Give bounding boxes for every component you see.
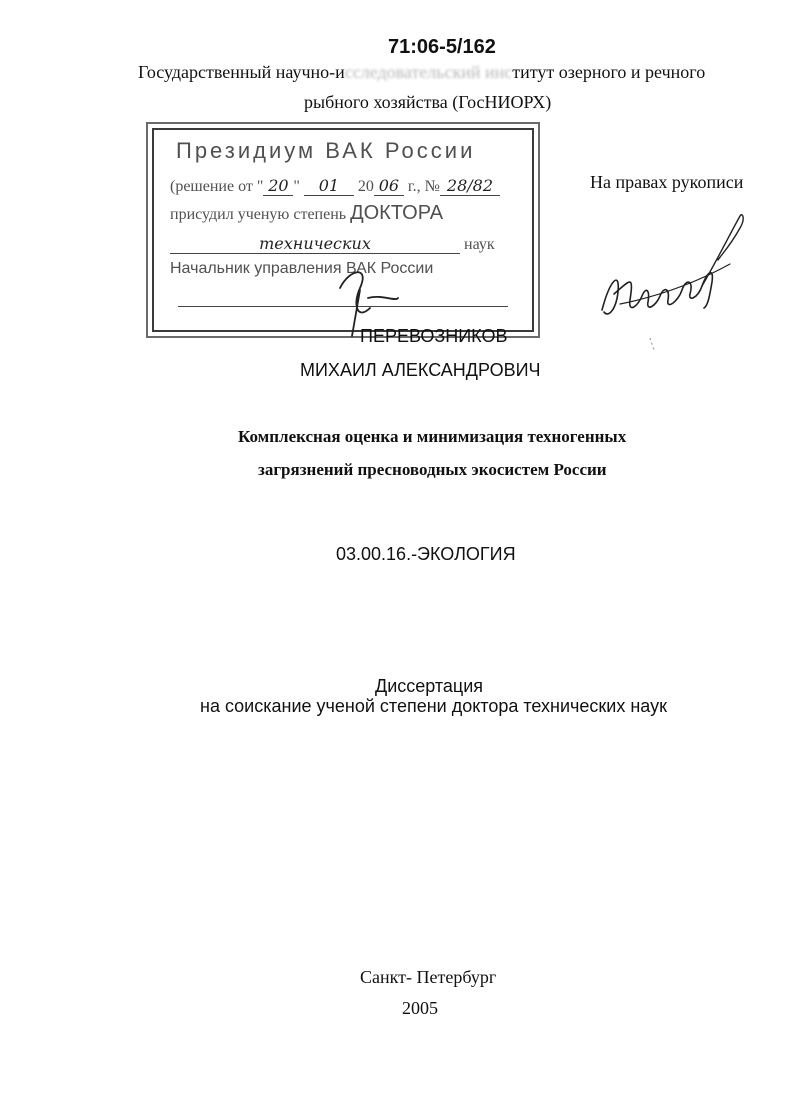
stamp-degree-prefix: присудил ученую степень bbox=[170, 206, 351, 223]
stamp-field-suffix: наук bbox=[464, 236, 495, 253]
specialty-code: 03.00.16.-ЭКОЛОГИЯ bbox=[336, 544, 516, 564]
stamp-field-line bbox=[170, 234, 520, 254]
stamp-decision-month: 01 bbox=[304, 176, 354, 196]
institute-name-end: титут озерного и речного bbox=[512, 62, 706, 82]
stamp-degree-value: ДОКТОРА bbox=[350, 202, 444, 224]
institute-name-blurred: сследовательский инс bbox=[344, 62, 513, 82]
document-type: Диссертация bbox=[375, 676, 484, 696]
year: 2005 bbox=[402, 998, 438, 1018]
stamp-decision-year: 06 bbox=[374, 176, 404, 196]
archive-code: 71:06-5/162 bbox=[388, 36, 496, 58]
stamp-decision-year-prefix: 20 bbox=[357, 178, 374, 195]
institute-name-line1 bbox=[138, 62, 705, 83]
stamp-decision-year-suffix: г., № bbox=[403, 178, 440, 195]
institute-name-line2: рыбного хозяйства (ГосНИОРХ) bbox=[304, 92, 552, 112]
author-signature bbox=[590, 210, 750, 360]
institute-name-start: Государственный научно-и bbox=[138, 62, 345, 82]
manuscript-rights-label: На правах рукописи bbox=[590, 172, 744, 192]
stamp-chief-label: Начальник управления ВАК России bbox=[170, 260, 434, 277]
stamp-decision-line bbox=[170, 176, 500, 196]
city: Санкт- Петербург bbox=[360, 967, 497, 987]
stamp-decision-prefix: (решение от " bbox=[170, 178, 264, 195]
stamp-title: Президиум ВАК России bbox=[176, 138, 476, 163]
stamp-field-value: технических bbox=[170, 234, 460, 254]
stamp-decision-number: 28/82 bbox=[440, 176, 500, 196]
author-surname: ПЕРЕВОЗНИКОВ bbox=[360, 326, 508, 346]
stamp-degree-line bbox=[170, 202, 443, 225]
stamp-decision-quote: " bbox=[293, 178, 300, 195]
author-name: МИХАИЛ АЛЕКСАНДРОВИЧ bbox=[300, 360, 541, 380]
degree-purpose: на соискание ученой степени доктора технических наук bbox=[200, 696, 667, 716]
thesis-title-line2: загрязнений пресноводных экосистем России bbox=[258, 460, 607, 479]
thesis-title-line1: Комплексная оценка и минимизация техногенных bbox=[238, 427, 627, 446]
stamp-decision-day: 20 bbox=[263, 176, 293, 196]
